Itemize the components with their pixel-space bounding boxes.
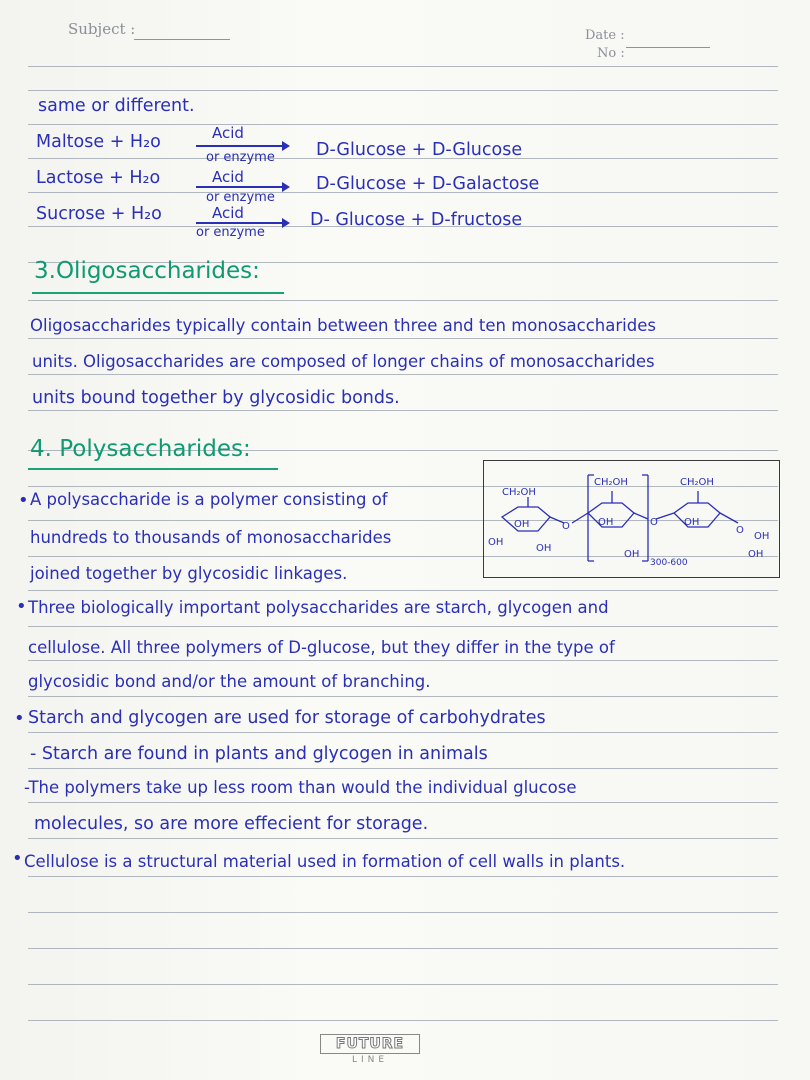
- label-oh: OH: [488, 537, 504, 548]
- polysaccharide-diagram: [483, 460, 780, 578]
- poly-bullet1-line: joined together by glycosidic linkages.: [30, 564, 348, 583]
- oligo-line: Oligosaccharides typically contain between three and ten monosaccharides: [30, 316, 656, 335]
- logo-bottom: LINE: [351, 1055, 389, 1065]
- reaction-products: D- Glucose + D-fructose: [310, 210, 523, 230]
- reaction-above: Acid: [212, 204, 244, 222]
- rule-line: [28, 948, 778, 949]
- rule-line: [28, 374, 778, 375]
- rule-line: [28, 66, 778, 67]
- reaction-products: D-Glucose + D-Galactose: [316, 174, 540, 194]
- rule-line: [28, 590, 778, 591]
- oligo-heading-underline: [32, 292, 284, 294]
- oligo-line: units. Oligosaccharides are composed of longer chains of monosaccharides: [32, 352, 655, 371]
- bullet-dot: •: [18, 490, 29, 511]
- logo-top: FUTURE: [320, 1034, 420, 1054]
- bullet-dot: •: [16, 596, 27, 617]
- rule-line: [28, 300, 778, 301]
- subject-blank: [134, 39, 230, 40]
- label-oh: OH: [536, 543, 552, 554]
- reaction-reactants: Sucrose + H₂o: [36, 204, 162, 224]
- rule-line: [28, 768, 778, 769]
- reaction-products: D-Glucose + D-Glucose: [316, 140, 523, 160]
- bullet-dot: •: [12, 848, 23, 869]
- poly-bullet1-line: hundreds to thousands of monosaccharides: [30, 528, 392, 547]
- glycosidic-bond: [572, 513, 588, 523]
- glycosidic-bond: [634, 513, 648, 519]
- label-oh: OH: [598, 517, 614, 528]
- futureline-logo: [320, 1034, 420, 1066]
- rule-line: [28, 876, 778, 877]
- reaction-below: or enzyme: [206, 150, 275, 165]
- label-ch2oh: CH₂OH: [502, 487, 536, 498]
- poly-bullet3: Starch and glycogen are used for storage of carbohydrates: [28, 708, 546, 728]
- rule-line: [28, 912, 778, 913]
- label-oh: OH: [514, 519, 530, 530]
- rule-line: [28, 338, 778, 339]
- bullet-dot: •: [14, 708, 25, 729]
- poly-bullet4: Cellulose is a structural material used in formation of cell walls in plants.: [24, 852, 626, 871]
- poly-bullet2-line: glycosidic bond and/or the amount of branching.: [28, 672, 431, 691]
- label-oh: OH: [624, 549, 640, 560]
- rule-line: [28, 802, 778, 803]
- rule-line: [28, 90, 778, 91]
- poly-dash1: - Starch are found in plants and glycogen in animals: [30, 744, 488, 764]
- rule-line: [28, 660, 778, 661]
- no-label: No :: [597, 46, 625, 61]
- intro-text: same or different.: [38, 96, 195, 116]
- poly-bullet2-line: Three biologically important polysaccharides are starch, glycogen and: [28, 598, 609, 617]
- reaction-reactants: Maltose + H₂o: [36, 132, 161, 152]
- reaction-arrow: [196, 186, 288, 188]
- label-o: O: [650, 517, 658, 528]
- rule-line: [28, 626, 778, 627]
- rule-line: [28, 1020, 778, 1021]
- date-label: Date :: [585, 28, 625, 43]
- rule-line: [28, 124, 778, 125]
- oligo-heading: 3.Oligosaccharides:: [34, 258, 260, 284]
- label-oh: OH: [684, 517, 700, 528]
- poly-bullet1-line: A polysaccharide is a polymer consisting of: [30, 490, 388, 509]
- poly-heading: 4. Polysaccharides:: [30, 436, 251, 462]
- poly-bullet2-line: cellulose. All three polymers of D-glucose, but they differ in the type of: [28, 638, 615, 657]
- reaction-arrow: [196, 222, 288, 224]
- reaction-reactants: Lactose + H₂o: [36, 168, 161, 188]
- glycosidic-bond: [656, 513, 674, 519]
- poly-heading-underline: [28, 468, 278, 470]
- reaction-above: Acid: [212, 124, 244, 142]
- label-oh: OH: [754, 531, 770, 542]
- rule-line: [28, 410, 778, 411]
- rule-line: [28, 838, 778, 839]
- poly-dash2-line: molecules, so are more effecient for storage.: [34, 814, 429, 834]
- oligo-line: units bound together by glycosidic bonds.: [32, 388, 400, 408]
- reaction-below: or enzyme: [196, 225, 265, 240]
- reaction-above: Acid: [212, 168, 244, 186]
- reaction-arrow: [196, 145, 288, 147]
- date-blank: [626, 47, 710, 48]
- rule-line: [28, 732, 778, 733]
- rule-line: [28, 696, 778, 697]
- label-ch2oh: CH₂OH: [594, 477, 628, 488]
- label-ch2oh: CH₂OH: [680, 477, 714, 488]
- poly-dash2-line: -The polymers take up less room than would the individual glucose: [24, 778, 577, 797]
- glycosidic-bond: [720, 513, 738, 523]
- label-o: O: [562, 521, 570, 532]
- reaction-below: or enzyme: [206, 190, 275, 205]
- label-o: O: [736, 525, 744, 536]
- subject-label: Subject :: [68, 20, 136, 38]
- glucose-chain-svg: [484, 461, 779, 577]
- label-oh: OH: [748, 549, 764, 560]
- label-repeat-count: 300-600: [650, 558, 688, 568]
- rule-line: [28, 984, 778, 985]
